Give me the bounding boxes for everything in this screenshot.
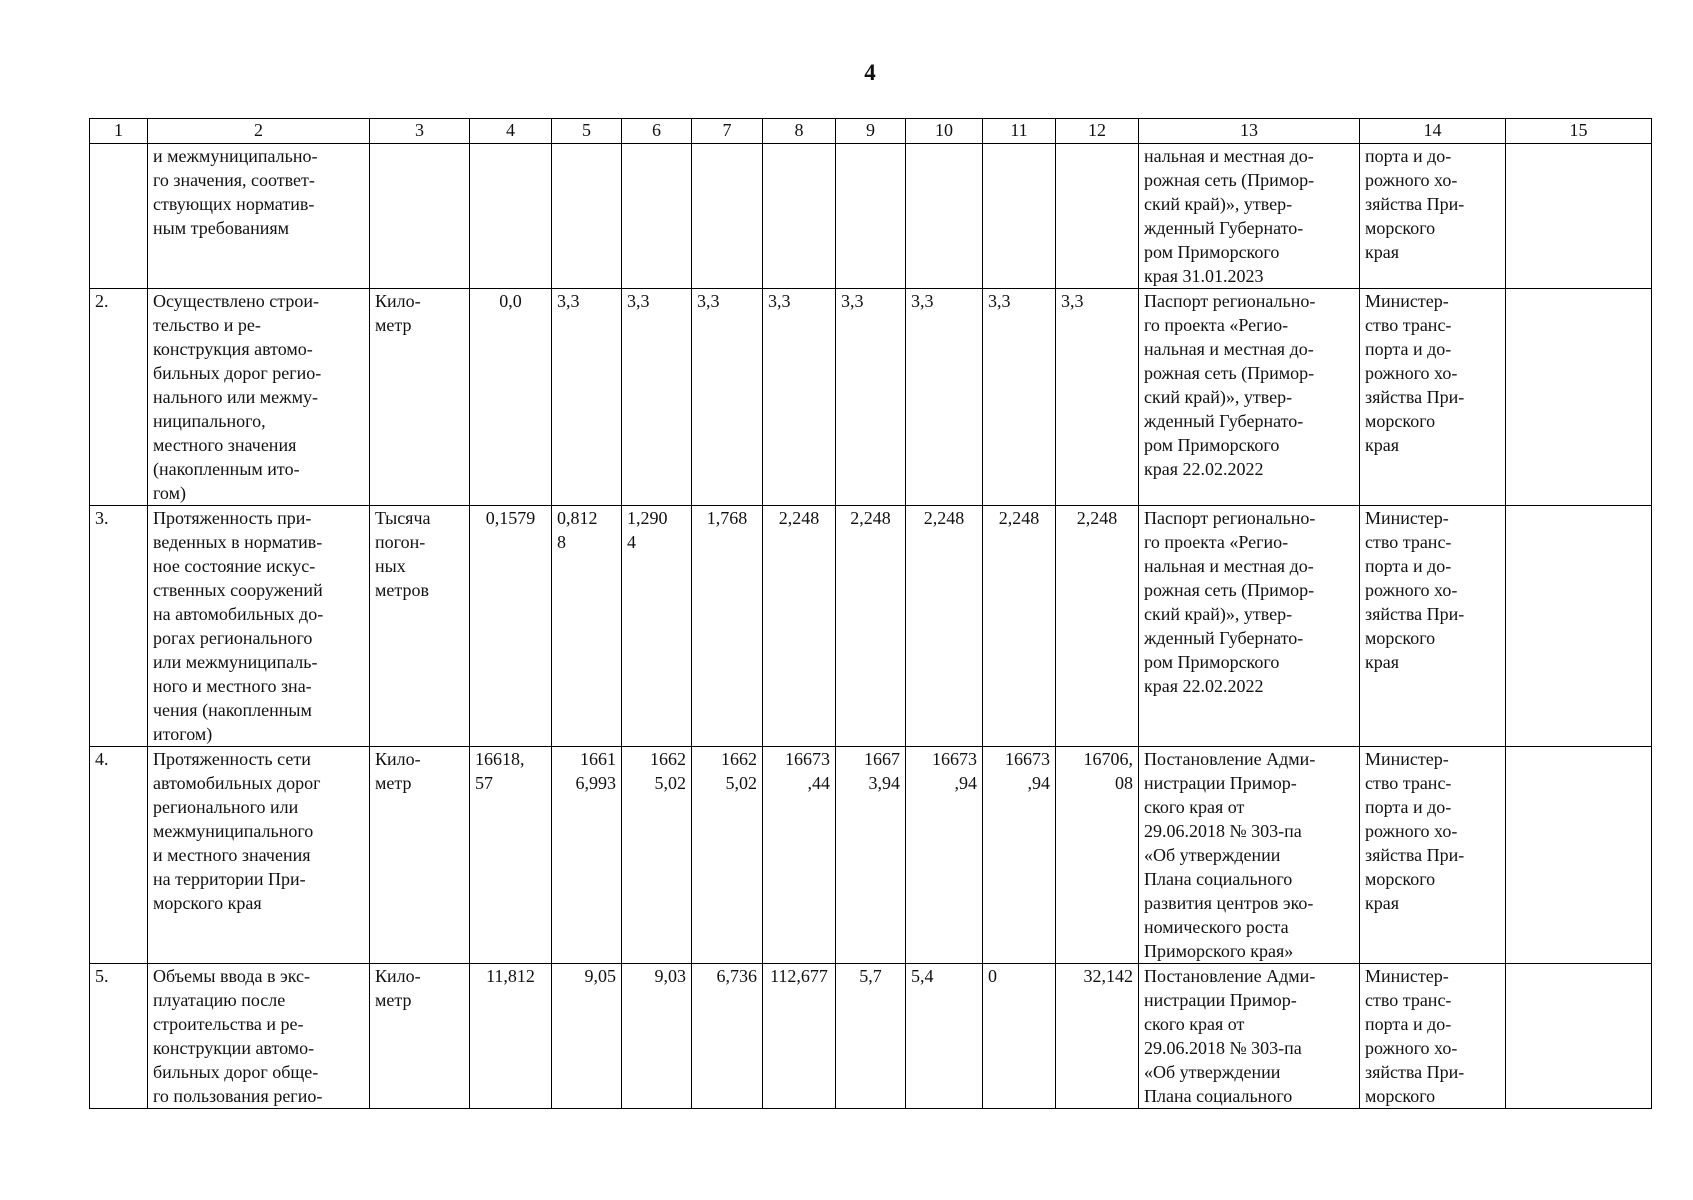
column-header: 11 <box>983 119 1056 144</box>
extra-cell <box>1506 144 1652 289</box>
row-number: 5. <box>90 964 148 1109</box>
row-number <box>90 144 148 289</box>
table-row <box>90 747 1652 964</box>
extra-cell <box>1506 289 1652 506</box>
value-cell: 3,3 <box>836 289 906 506</box>
row-number: 4. <box>90 747 148 964</box>
value-cell: 3,3 <box>622 289 692 506</box>
value-cell: 2,248 <box>1056 506 1139 747</box>
value-cell: 112,677 <box>763 964 836 1109</box>
column-header: 4 <box>470 119 552 144</box>
column-header: 15 <box>1506 119 1652 144</box>
column-header: 3 <box>370 119 470 144</box>
value-cell: 5,4 <box>906 964 983 1109</box>
value-cell <box>906 144 983 289</box>
value-cell: 0,1579 <box>470 506 552 747</box>
indicator-name: Протяженность сети автомобильных дорог регионального или межмуниципального и местного значения на территории При- морского края <box>148 747 370 964</box>
value-cell: 3,3 <box>552 289 622 506</box>
extra-cell <box>1506 964 1652 1109</box>
value-cell <box>552 144 622 289</box>
indicator-name: Протяженность при- веденных в норматив- ное состояние искус- ственных сооружений на автомобильных до- рогах регионального или межмуниципаль- ного и местного зна- чения (накопленным итогом) <box>148 506 370 747</box>
row-number: 2. <box>90 289 148 506</box>
responsible-body: Министер- ство транс- порта и до- рожного хо- зяйства При- морского края <box>1360 289 1506 506</box>
unit-cell <box>370 144 470 289</box>
source-document: нальная и местная до- рожная сеть (Примор- ский край)», утвер- жденный Губернато- ром Приморского края 31.01.2023 <box>1139 144 1360 289</box>
value-cell: 0 <box>983 964 1056 1109</box>
responsible-body: Министер- ство транс- порта и до- рожного хо- зяйства При- морского края <box>1360 506 1506 747</box>
source-document: Постановление Адми- нистрации Примор- ского края от 29.06.2018 № 303-па «Об утверждении Плана социального <box>1139 964 1360 1109</box>
value-cell: 32,142 <box>1056 964 1139 1109</box>
indicator-name: Осуществлено строи- тельство и ре- конструкция автомо- бильных дорог регио- нального или межму- ниципального, местного значения (накопленным ито- гом) <box>148 289 370 506</box>
value-cell: 3,3 <box>1056 289 1139 506</box>
value-cell: 2,248 <box>836 506 906 747</box>
extra-cell <box>1506 506 1652 747</box>
value-cell <box>763 144 836 289</box>
value-cell: 1662 5,02 <box>622 747 692 964</box>
column-header: 7 <box>692 119 763 144</box>
value-cell: 16673 ,94 <box>983 747 1056 964</box>
value-cell <box>836 144 906 289</box>
table-row <box>90 506 1652 747</box>
value-cell: 1661 6,993 <box>552 747 622 964</box>
value-cell: 1662 5,02 <box>692 747 763 964</box>
value-cell: 2,248 <box>983 506 1056 747</box>
column-header: 1 <box>90 119 148 144</box>
value-cell: 0,812 8 <box>552 506 622 747</box>
value-cell: 3,3 <box>763 289 836 506</box>
value-cell: 2,248 <box>763 506 836 747</box>
value-cell <box>983 144 1056 289</box>
table-row <box>90 289 1652 506</box>
column-header: 12 <box>1056 119 1139 144</box>
value-cell: 1667 3,94 <box>836 747 906 964</box>
value-cell: 6,736 <box>692 964 763 1109</box>
value-cell: 1,768 <box>692 506 763 747</box>
table-row <box>90 144 1652 289</box>
value-cell: 16673 ,94 <box>906 747 983 964</box>
source-document: Паспорт регионально- го проекта «Регио- нальная и местная до- рожная сеть (Примор- ский край)», утвер- жденный Губернато- ром Приморского края 22.02.2022 <box>1139 506 1360 747</box>
value-cell: 11,812 <box>470 964 552 1109</box>
indicator-name: и межмуниципально- го значения, соответ- ствующих норматив- ным требованиям <box>148 144 370 289</box>
value-cell: 16673 ,44 <box>763 747 836 964</box>
value-cell: 3,3 <box>983 289 1056 506</box>
responsible-body: Министер- ство транс- порта и до- рожного хо- зяйства При- морского <box>1360 964 1506 1109</box>
column-header: 8 <box>763 119 836 144</box>
row-number: 3. <box>90 506 148 747</box>
value-cell <box>692 144 763 289</box>
value-cell: 9,05 <box>552 964 622 1109</box>
column-header: 14 <box>1360 119 1506 144</box>
unit-cell: Тысяча погон- ных метров <box>370 506 470 747</box>
indicator-name: Объемы ввода в экс- плуатацию после строительства и ре- конструкции автомо- бильных дорог обще- го пользования регио- <box>148 964 370 1109</box>
responsible-body: Министер- ство транс- порта и до- рожного хо- зяйства При- морского края <box>1360 747 1506 964</box>
indicators-table <box>89 118 1652 1109</box>
value-cell: 0,0 <box>470 289 552 506</box>
value-cell <box>622 144 692 289</box>
value-cell: 3,3 <box>906 289 983 506</box>
value-cell: 5,7 <box>836 964 906 1109</box>
value-cell <box>1056 144 1139 289</box>
value-cell: 1,290 4 <box>622 506 692 747</box>
page-number: 4 <box>864 60 876 85</box>
column-header: 5 <box>552 119 622 144</box>
unit-cell: Кило- метр <box>370 964 470 1109</box>
column-header: 10 <box>906 119 983 144</box>
table-row <box>90 964 1652 1109</box>
value-cell: 2,248 <box>906 506 983 747</box>
unit-cell: Кило- метр <box>370 289 470 506</box>
value-cell: 3,3 <box>692 289 763 506</box>
extra-cell <box>1506 747 1652 964</box>
responsible-body: порта и до- рожного хо- зяйства При- морского края <box>1360 144 1506 289</box>
column-header: 9 <box>836 119 906 144</box>
source-document: Постановление Адми- нистрации Примор- ского края от 29.06.2018 № 303-па «Об утверждении Плана социального развития центров эко- номического роста Приморского края» <box>1139 747 1360 964</box>
value-cell: 16618, 57 <box>470 747 552 964</box>
column-header: 6 <box>622 119 692 144</box>
column-header: 13 <box>1139 119 1360 144</box>
value-cell <box>470 144 552 289</box>
header-row <box>90 119 1652 144</box>
unit-cell: Кило- метр <box>370 747 470 964</box>
value-cell: 16706, 08 <box>1056 747 1139 964</box>
source-document: Паспорт регионально- го проекта «Регио- нальная и местная до- рожная сеть (Примор- ский край)», утвер- жденный Губернато- ром Приморского края 22.02.2022 <box>1139 289 1360 506</box>
column-header: 2 <box>148 119 370 144</box>
value-cell: 9,03 <box>622 964 692 1109</box>
